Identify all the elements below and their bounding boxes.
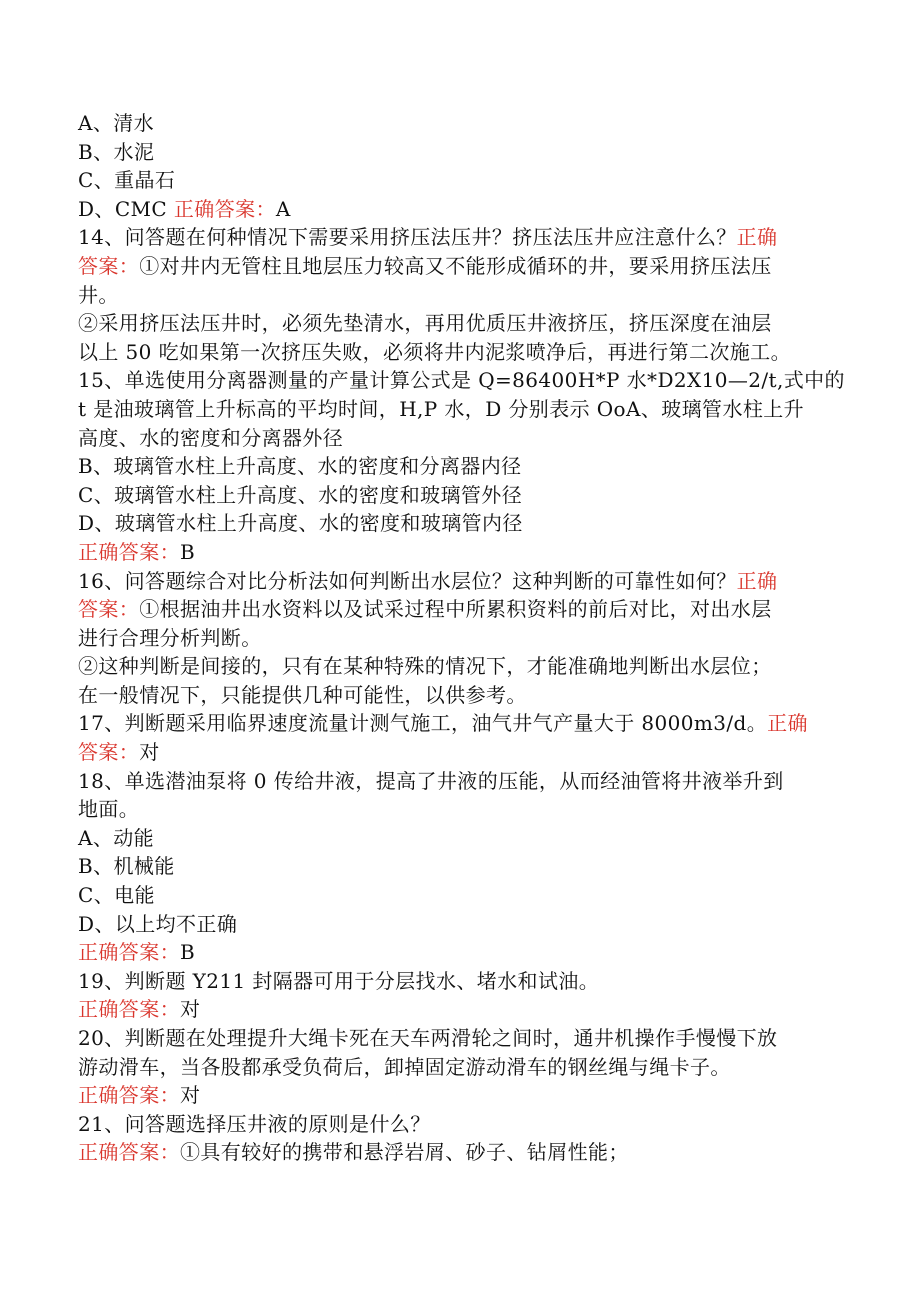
text-segment: A xyxy=(275,196,291,221)
text-line xyxy=(78,1053,843,1082)
text-segment: 16、问答题综合对比分析法如何判断出水层位？这种判断的可靠性如何？ xyxy=(78,568,737,593)
text-line xyxy=(78,509,843,538)
text-segment: D、CMC xyxy=(78,196,174,221)
text-segment: ①具有较好的携带和悬浮岩屑、砂子、钻屑性能； xyxy=(180,1140,629,1165)
text-line xyxy=(78,424,843,453)
text-line xyxy=(78,138,843,167)
text-line xyxy=(78,824,843,853)
text-line xyxy=(78,395,843,424)
text-line xyxy=(78,938,843,967)
text-segment: 进行合理分析判断。 xyxy=(78,625,262,650)
text-segment: 高度、水的密度和分离器外径 xyxy=(78,425,344,450)
answer-label: 答案： xyxy=(78,740,140,765)
text-segment: A、动能 xyxy=(78,825,155,850)
text-line xyxy=(78,767,843,796)
text-line xyxy=(78,881,843,910)
text-segment: C、玻璃管水柱上升高度、水的密度和玻璃管外径 xyxy=(78,482,523,507)
text-segment: B xyxy=(180,539,196,564)
text-line xyxy=(78,223,843,252)
text-segment: 21、问答题选择压井液的原则是什么？ xyxy=(78,1111,431,1136)
document-body xyxy=(78,109,843,1167)
text-segment: 对 xyxy=(139,740,160,765)
text-segment: ①对井内无管柱且地层压力较高又不能形成循环的井，要采用挤压法压 xyxy=(139,253,772,278)
text-line xyxy=(78,538,843,567)
text-line xyxy=(78,366,843,395)
text-segment: D、以上均不正确 xyxy=(78,911,238,936)
text-segment: A、清水 xyxy=(78,111,155,135)
text-segment: D、玻璃管水柱上升高度、水的密度和玻璃管内径 xyxy=(78,511,523,536)
text-segment: 17、判断题采用临界速度流量计测气施工，油气井气产量大于 8000m3/d。 xyxy=(78,711,768,736)
text-line xyxy=(78,852,843,881)
text-segment: 对 xyxy=(180,997,201,1022)
text-line xyxy=(78,481,843,510)
text-segment: C、重晶石 xyxy=(78,168,176,193)
text-segment: 20、判断题在处理提升大绳卡死在天车两滑轮之间时，通井机操作手慢慢下放 xyxy=(78,1026,778,1050)
text-segment: C、电能 xyxy=(78,883,155,908)
text-line xyxy=(78,624,843,653)
text-segment: 对 xyxy=(180,1083,201,1108)
text-segment: B、玻璃管水柱上升高度、水的密度和分离器内径 xyxy=(78,454,522,479)
text-line xyxy=(78,595,843,624)
text-line xyxy=(78,967,843,996)
answer-label: 正确答案： xyxy=(78,539,180,564)
text-line xyxy=(78,166,843,195)
text-segment: 19、判断题 Y211 封隔器可用于分层找水、堵水和试油。 xyxy=(78,968,600,993)
text-segment: ①根据油井出水资料以及试采过程中所累积资料的前后对比，对出水层 xyxy=(139,597,772,622)
text-segment: 以上 50 吃如果第一次挤压失败，必须将井内泥浆喷净后，再进行第二次施工。 xyxy=(78,339,791,364)
text-segment: ②采用挤压法压井时，必须先垫清水，再用优质压井液挤压，挤压深度在油层 xyxy=(78,311,772,336)
text-segment: 井。 xyxy=(78,282,119,307)
text-segment: B、机械能 xyxy=(78,854,175,879)
text-line xyxy=(78,652,843,681)
answer-label: 正确 xyxy=(736,225,778,250)
answer-label: 正确 xyxy=(736,568,778,593)
answer-label: 答案： xyxy=(78,253,140,278)
answer-label: 正确答案： xyxy=(78,1083,180,1108)
answer-label: 答案： xyxy=(78,597,140,622)
text-line xyxy=(78,681,843,710)
text-line xyxy=(78,109,843,138)
answer-label: 正确答案： xyxy=(78,1140,180,1165)
answer-label: 正确答案： xyxy=(78,997,180,1022)
text-segment: 游动滑车，当各股都承受负荷后，卸掉固定游动滑车的钢丝绳与绳卡子。 xyxy=(78,1054,731,1079)
text-segment: 在一般情况下，只能提供几种可能性，以供参考。 xyxy=(78,682,527,707)
text-segment: B、水泥 xyxy=(78,139,155,164)
text-segment: 地面。 xyxy=(78,797,140,822)
text-line xyxy=(78,738,843,767)
text-segment: 18、单选潜油泵将 0 传给井液，提高了井液的压能，从而经油管将井液举升到 xyxy=(78,768,784,793)
text-line xyxy=(78,1081,843,1110)
answer-label: 正确 xyxy=(767,711,808,736)
text-line xyxy=(78,709,843,738)
text-line xyxy=(78,338,843,367)
answer-label: 正确答案： xyxy=(173,196,276,221)
text-line xyxy=(78,252,843,281)
text-segment: ②这种判断是间接的，只有在某种特殊的情况下，才能准确地判断出水层位； xyxy=(78,654,772,679)
text-line xyxy=(78,1138,843,1167)
text-segment: 15、单选使用分离器测量的产量计算公式是 Q=86400H*P 水*D2X10—2/t,式中的 xyxy=(78,368,845,393)
text-line xyxy=(78,195,843,224)
text-line xyxy=(78,910,843,939)
text-line xyxy=(78,452,843,481)
text-line xyxy=(78,281,843,310)
text-segment: 14、问答题在何种情况下需要采用挤压法压井？挤压法压井应注意什么？ xyxy=(78,225,737,250)
text-line xyxy=(78,1110,843,1139)
answer-label: 正确答案： xyxy=(78,940,180,965)
text-line xyxy=(78,309,843,338)
text-line xyxy=(78,995,843,1024)
text-line xyxy=(78,795,843,824)
text-segment: B xyxy=(180,940,196,965)
text-segment: t 是油玻璃管上升标高的平均时间，H,P 水，D 分别表示 OoA、玻璃管水柱上升 xyxy=(78,396,805,421)
text-line xyxy=(78,567,843,596)
text-line xyxy=(78,1024,843,1053)
